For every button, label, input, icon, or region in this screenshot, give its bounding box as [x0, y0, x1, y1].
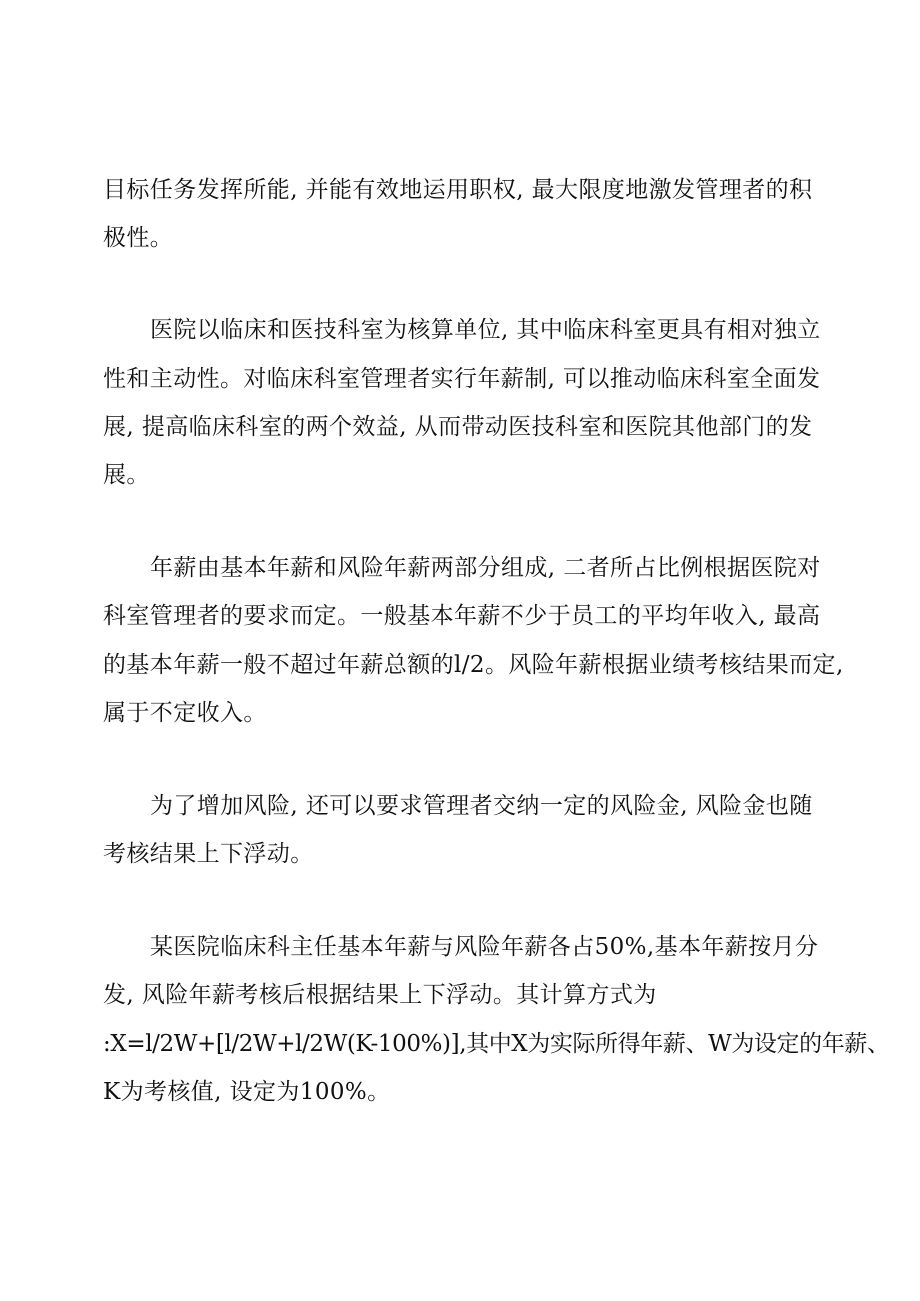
- text-line: 考核结果上下浮动。: [103, 841, 314, 867]
- text-line: 性和主动性。对临床科室管理者实行年薪制, 可以推动临床科室全面发: [103, 366, 821, 392]
- text-line: 展, 提高临床科室的两个效益, 从而带动医技科室和医院其他部门的发: [103, 414, 813, 440]
- text-line: 为了增加风险, 还可以要求管理者交纳一定的风险金, 风险金也随: [150, 793, 813, 819]
- text-line: 某医院临床科主任基本年薪与风险年薪各占50%,基本年薪按月分: [150, 934, 819, 960]
- text-line: 目标任务发挥所能, 并能有效地运用职权, 最大限度地激发管理者的积: [103, 177, 813, 203]
- text-line: :X=l/2W+[l/2W+l/2W(K-100%)],其中X为实际所得年薪、W为设定的年薪、: [103, 1031, 890, 1057]
- text-line: 极性。: [103, 225, 174, 251]
- text-line: 医院以临床和医技科室为核算单位, 其中临床科室更具有相对独立: [150, 317, 821, 343]
- text-line: 的基本年薪一般不超过年薪总额的l/2。风险年薪根据业绩考核结果而定,: [103, 652, 844, 678]
- text-line: 属于不定收入。: [103, 700, 267, 726]
- text-line: 展。: [103, 462, 150, 488]
- text-line: 年薪由基本年薪和风险年薪两部分组成, 二者所占比例根据医院对: [150, 555, 821, 581]
- text-line: K为考核值, 设定为100%。: [103, 1079, 391, 1105]
- text-line: 科室管理者的要求而定。一般基本年薪不少于员工的平均年收入, 最高: [103, 603, 821, 629]
- text-line: 发, 风险年薪考核后根据结果上下浮动。其计算方式为: [103, 982, 657, 1008]
